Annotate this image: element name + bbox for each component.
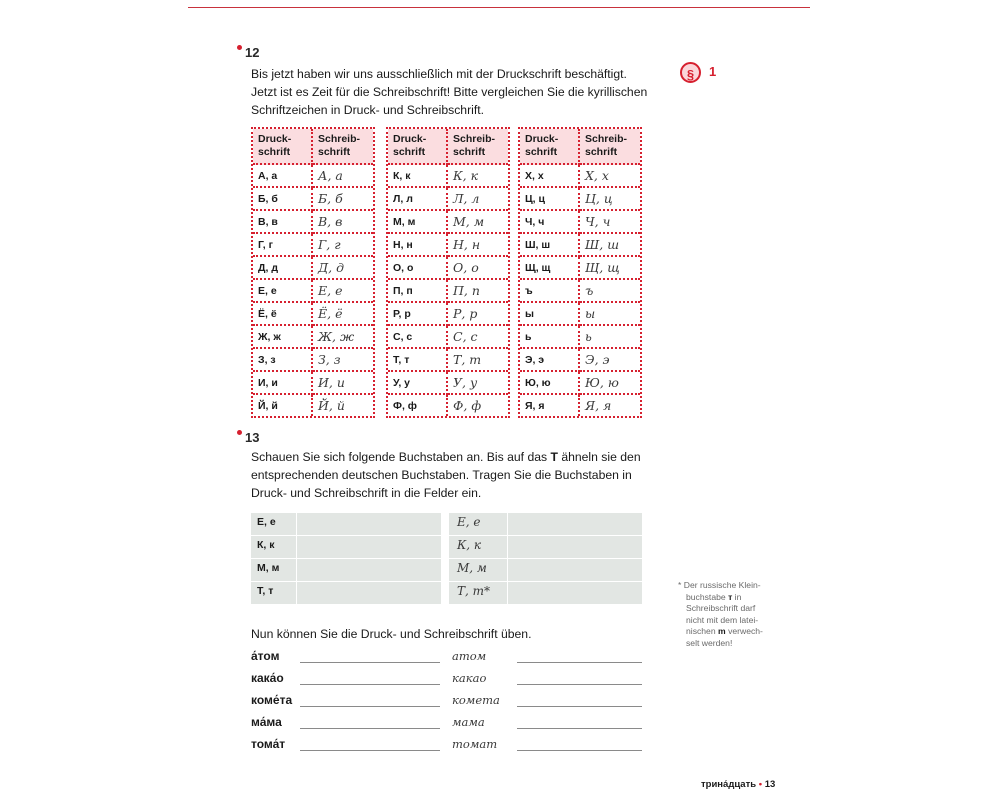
practice-word-script: какао bbox=[452, 671, 487, 685]
script-row bbox=[449, 559, 642, 582]
header-schreibschrift: Schreib- schrift bbox=[313, 129, 373, 165]
print-row bbox=[251, 582, 441, 605]
print-letter: Ч, ч bbox=[520, 211, 580, 234]
script-letter: А, а bbox=[313, 165, 373, 188]
alphabet-row bbox=[520, 303, 640, 326]
script-letter: Б, б bbox=[313, 188, 373, 211]
print-letter: Й, й bbox=[253, 395, 313, 416]
alphabet-row bbox=[520, 211, 640, 234]
script-row bbox=[449, 513, 642, 536]
print-letter: У, у bbox=[388, 372, 448, 395]
exercise-13-instructions: Schauen Sie sich folgende Buchstaben an. Bis auf das T ähneln sie den entsprechenden deutschen Buchstaben. Tragen Sie die Buchstaben in Druck- und Schreibschrift in die Felder ein. bbox=[251, 450, 641, 500]
print-letter: В, в bbox=[253, 211, 313, 234]
alphabet-row bbox=[520, 395, 640, 416]
script-letter: Я, я bbox=[585, 398, 612, 413]
alphabet-table-1 bbox=[251, 127, 375, 418]
writing-line[interactable] bbox=[517, 684, 642, 685]
print-letter: О, о bbox=[388, 257, 448, 280]
practice-word-script: атом bbox=[452, 649, 487, 663]
alphabet-row bbox=[388, 326, 508, 349]
writing-line[interactable] bbox=[300, 706, 440, 707]
writing-line[interactable] bbox=[300, 684, 440, 685]
script-letter: П, п bbox=[448, 280, 508, 303]
print-answer-field[interactable] bbox=[297, 536, 441, 559]
script-letter: К, к bbox=[448, 165, 508, 188]
script-letter: Х, х bbox=[580, 165, 640, 188]
print-letter: Г, г bbox=[253, 234, 313, 257]
script-answer-field[interactable] bbox=[508, 513, 642, 536]
print-letter: Ж, ж bbox=[253, 326, 313, 349]
section-ref-number: 1 bbox=[709, 64, 717, 79]
print-letter: Е, е bbox=[257, 516, 276, 528]
practice-word-print: коме́та bbox=[251, 693, 293, 707]
header-schreibschrift: Schreib- schrift bbox=[448, 129, 508, 165]
footnote: * Der russische Klein- buchstabe т in Schreibschrift darf nicht mit dem latei- nischen m verwech- selt werden! bbox=[678, 580, 763, 648]
script-letter: Ж, ж bbox=[313, 326, 373, 349]
script-letter: Р, р bbox=[448, 303, 508, 326]
print-letter: М, м bbox=[257, 562, 280, 574]
print-letter: Т, т bbox=[257, 585, 274, 597]
alphabet-row bbox=[388, 395, 508, 416]
script-letter: Е, е bbox=[313, 280, 373, 303]
print-letter: ь bbox=[520, 326, 580, 349]
script-letter: ъ bbox=[580, 280, 640, 303]
writing-line[interactable] bbox=[300, 662, 440, 663]
exercise-12-instructions: Bis jetzt haben wir uns ausschließlich mit der Druckschrift beschäftigt. Jetzt ist es Zeit für die Schreibschrift! Bitte vergleichen Sie die kyrillischen Schriftzeichen in Druck- und Schreibschrift. bbox=[251, 67, 648, 117]
alphabet-row bbox=[520, 188, 640, 211]
header-druckschrift: Druck- schrift bbox=[253, 129, 313, 165]
print-letter: Т, т bbox=[388, 349, 448, 372]
alphabet-row bbox=[253, 234, 373, 257]
practice-word-script: томат bbox=[452, 737, 498, 751]
page-footer: трина́дцать • 13 bbox=[701, 779, 776, 790]
alphabet-row bbox=[388, 188, 508, 211]
bullet-dot-icon bbox=[237, 45, 242, 50]
script-letter: Т, т bbox=[448, 349, 508, 372]
script-letter: М, м bbox=[448, 211, 508, 234]
alphabet-row bbox=[253, 211, 373, 234]
script-answer-field[interactable] bbox=[508, 536, 642, 559]
print-letter: К, к bbox=[257, 539, 275, 551]
alphabet-row bbox=[388, 372, 508, 395]
alphabet-row bbox=[253, 395, 373, 416]
script-letter: О, о bbox=[448, 257, 508, 280]
print-letter: А, а bbox=[253, 165, 313, 188]
script-letter: Г, г bbox=[313, 234, 373, 257]
print-letter: Р, р bbox=[388, 303, 448, 326]
script-letter: Ю, ю bbox=[580, 372, 640, 395]
print-letter: Э, э bbox=[520, 349, 580, 372]
alphabet-header-row bbox=[388, 129, 508, 165]
alphabet-row bbox=[388, 234, 508, 257]
alphabet-table-2 bbox=[386, 127, 510, 418]
alphabet-header-row bbox=[520, 129, 640, 165]
alphabet-row bbox=[520, 372, 640, 395]
script-letter: Д, д bbox=[313, 257, 373, 280]
practice-word-print: тома́т bbox=[251, 737, 286, 751]
exercise-13-print-box bbox=[251, 513, 441, 605]
script-letter: Ц, ц bbox=[580, 188, 640, 211]
print-letter: ъ bbox=[520, 280, 580, 303]
practice-word-print: ма́ма bbox=[251, 715, 282, 729]
script-letter: Т, т* bbox=[457, 584, 491, 598]
print-row bbox=[251, 513, 441, 536]
script-row bbox=[449, 536, 642, 559]
script-letter: ы bbox=[580, 303, 640, 326]
section-sign-icon: § bbox=[680, 62, 701, 83]
script-letter: Ш, ш bbox=[580, 234, 640, 257]
script-letter: Е, е bbox=[457, 515, 481, 529]
bullet-dot-icon bbox=[237, 430, 242, 435]
print-letter: К, к bbox=[388, 165, 448, 188]
exercise-12-number: 12 bbox=[237, 45, 259, 60]
print-letter: С, с bbox=[388, 326, 448, 349]
script-letter: В, в bbox=[313, 211, 373, 234]
practice-heading: Nun können Sie die Druck- und Schreibschrift üben. bbox=[251, 627, 532, 641]
script-row bbox=[449, 582, 642, 605]
print-answer-field[interactable] bbox=[297, 582, 441, 605]
header-druckschrift: Druck- schrift bbox=[388, 129, 448, 165]
alphabet-row bbox=[253, 165, 373, 188]
print-letter: Ю, ю bbox=[520, 372, 580, 395]
practice-word-script: комета bbox=[452, 693, 500, 707]
alphabet-row bbox=[520, 280, 640, 303]
print-letter: М, м bbox=[388, 211, 448, 234]
script-answer-field[interactable] bbox=[508, 582, 642, 605]
print-letter: Ё, ё bbox=[253, 303, 313, 326]
print-row bbox=[251, 536, 441, 559]
alphabet-row bbox=[253, 280, 373, 303]
script-letter: Й, й bbox=[318, 398, 345, 413]
alphabet-row bbox=[253, 372, 373, 395]
alphabet-table-3 bbox=[518, 127, 642, 418]
writing-line[interactable] bbox=[517, 728, 642, 729]
print-answer-field[interactable] bbox=[297, 559, 441, 582]
alphabet-row bbox=[253, 303, 373, 326]
script-letter: Л, л bbox=[448, 188, 508, 211]
page-number: 13 bbox=[764, 779, 776, 790]
script-letter: Э, э bbox=[580, 349, 640, 372]
print-letter: Х, х bbox=[520, 165, 580, 188]
print-letter: Ш, ш bbox=[520, 234, 580, 257]
writing-line[interactable] bbox=[517, 750, 642, 751]
alphabet-row bbox=[520, 234, 640, 257]
print-row bbox=[251, 559, 441, 582]
alphabet-row bbox=[253, 349, 373, 372]
script-letter: У, у bbox=[448, 372, 508, 395]
script-letter: К, к bbox=[457, 538, 482, 552]
header-schreibschrift: Schreib- schrift bbox=[580, 129, 640, 165]
script-letter: И, и bbox=[313, 372, 373, 395]
alphabet-row bbox=[388, 211, 508, 234]
print-letter: Ц, ц bbox=[520, 188, 580, 211]
script-letter: Щ, щ bbox=[580, 257, 640, 280]
print-letter: Е, е bbox=[253, 280, 313, 303]
alphabet-row bbox=[253, 326, 373, 349]
practice-word-script: мама bbox=[452, 715, 485, 729]
script-letter: Ё, ё bbox=[313, 303, 373, 326]
script-letter: Ф, ф bbox=[453, 398, 482, 413]
script-letter: З, з bbox=[313, 349, 373, 372]
print-letter: Щ, щ bbox=[520, 257, 580, 280]
alphabet-row bbox=[520, 257, 640, 280]
alphabet-row bbox=[253, 257, 373, 280]
print-letter: П, п bbox=[388, 280, 448, 303]
script-answer-field[interactable] bbox=[508, 559, 642, 582]
alphabet-row bbox=[388, 280, 508, 303]
writing-line[interactable] bbox=[517, 662, 642, 663]
writing-line[interactable] bbox=[517, 706, 642, 707]
alphabet-row bbox=[520, 349, 640, 372]
script-letter: С, с bbox=[448, 326, 508, 349]
top-rule bbox=[188, 7, 810, 8]
print-letter: Л, л bbox=[388, 188, 448, 211]
print-letter: Ф, ф bbox=[388, 395, 448, 416]
print-letter: И, и bbox=[253, 372, 313, 395]
print-letter: Д, д bbox=[253, 257, 313, 280]
alphabet-row bbox=[388, 349, 508, 372]
alphabet-row bbox=[388, 165, 508, 188]
script-letter: Ч, ч bbox=[580, 211, 640, 234]
print-answer-field[interactable] bbox=[297, 513, 441, 536]
alphabet-row bbox=[520, 326, 640, 349]
header-druckschrift: Druck- schrift bbox=[520, 129, 580, 165]
alphabet-row bbox=[520, 165, 640, 188]
script-letter: ь bbox=[580, 326, 640, 349]
writing-line[interactable] bbox=[300, 728, 440, 729]
print-letter: Я, я bbox=[520, 395, 580, 416]
script-letter: Н, н bbox=[448, 234, 508, 257]
print-letter: Б, б bbox=[253, 188, 313, 211]
exercise-13-number: 13 bbox=[237, 430, 259, 445]
print-letter: Н, н bbox=[388, 234, 448, 257]
writing-line[interactable] bbox=[300, 750, 440, 751]
alphabet-row bbox=[388, 303, 508, 326]
practice-word-print: а́том bbox=[251, 649, 280, 663]
exercise-13-script-box bbox=[449, 513, 642, 605]
alphabet-row bbox=[388, 257, 508, 280]
script-letter: М, м bbox=[457, 561, 487, 575]
alphabet-header-row bbox=[253, 129, 373, 165]
print-letter: ы bbox=[520, 303, 580, 326]
practice-word-print: кака́о bbox=[251, 671, 284, 685]
print-letter: З, з bbox=[253, 349, 313, 372]
alphabet-row bbox=[253, 188, 373, 211]
